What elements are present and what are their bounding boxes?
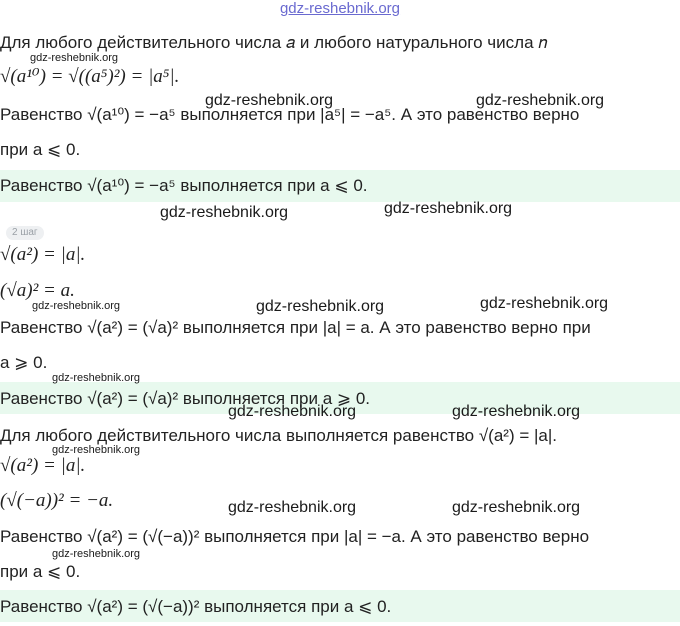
formula-line: √(a¹⁰) = √((a⁵)²) = |a⁵|. bbox=[0, 66, 180, 87]
watermark: gdz-reshebnik.org bbox=[476, 92, 605, 109]
site-title-link[interactable]: gdz-reshebnik.org bbox=[279, 0, 401, 17]
formula-line: (√(−a))² = −a. bbox=[0, 490, 114, 511]
text-line: при a ⩽ 0. bbox=[0, 140, 81, 159]
text-line: Для любого действительного числа выполняется равенство √(a²) = |a|. bbox=[0, 426, 557, 445]
text-line: Для любого действительного числа 𝑎 и любого натурального числа 𝑛 bbox=[0, 33, 548, 52]
watermark: gdz-reshebnik.org bbox=[205, 92, 334, 109]
text-line: Равенство √(a¹⁰) = −a⁵ выполняется при |a⁵| = −a⁵. А это равенство верно bbox=[0, 105, 580, 124]
formula-line: (√a)² = a. bbox=[0, 280, 75, 301]
watermark: gdz-reshebnik.org bbox=[160, 204, 289, 221]
text-line: a ⩾ 0. bbox=[0, 353, 48, 372]
formula-line: √(a²) = |a|. bbox=[0, 455, 86, 476]
watermark: gdz-reshebnik.org bbox=[228, 499, 357, 516]
watermark: gdz-reshebnik.org bbox=[228, 403, 357, 420]
result-line: Равенство √(a²) = (√(−a))² выполняется при a ⩽ 0. bbox=[0, 597, 392, 616]
watermark: gdz-reshebnik.org bbox=[384, 200, 513, 217]
formula-line: √(a²) = |a|. bbox=[0, 244, 86, 265]
watermark: gdz-reshebnik.org bbox=[452, 403, 581, 420]
step-tag: 2 шаг bbox=[6, 226, 44, 240]
result-line: Равенство √(a²) = (√a)² выполняется при a ⩾ 0. bbox=[0, 389, 371, 408]
watermark: gdz-reshebnik.org bbox=[32, 300, 121, 312]
watermark: gdz-reshebnik.org bbox=[52, 548, 141, 560]
watermark: gdz-reshebnik.org bbox=[480, 295, 609, 312]
watermark: gdz-reshebnik.org bbox=[52, 444, 141, 456]
watermark: gdz-reshebnik.org bbox=[30, 52, 119, 64]
watermark: gdz-reshebnik.org bbox=[452, 499, 581, 516]
text-line: Равенство √(a²) = (√(−a))² выполняется при |a| = −a. А это равенство верно bbox=[0, 527, 590, 546]
result-line: Равенство √(a¹⁰) = −a⁵ выполняется при a ⩽ 0. bbox=[0, 176, 368, 195]
text-line: при a ⩽ 0. bbox=[0, 562, 81, 581]
watermark: gdz-reshebnik.org bbox=[52, 372, 141, 384]
text-line: Равенство √(a²) = (√a)² выполняется при |a| = a. А это равенство верно при bbox=[0, 318, 591, 337]
watermark: gdz-reshebnik.org bbox=[256, 298, 385, 315]
